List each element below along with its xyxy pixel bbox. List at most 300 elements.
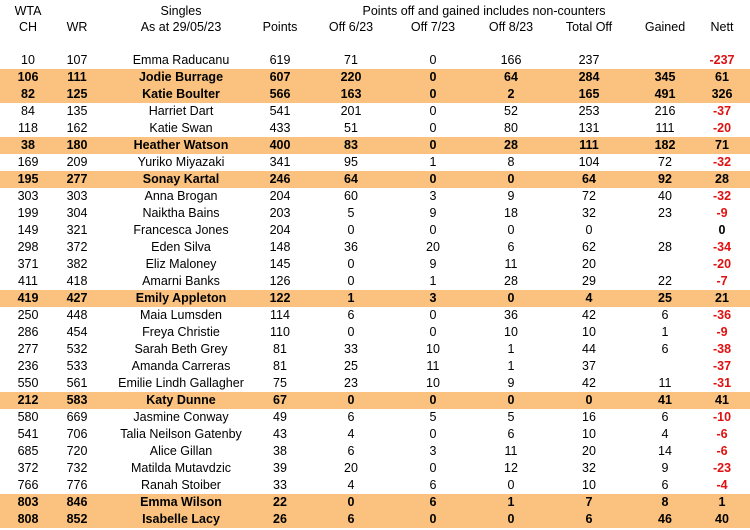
- cell-points: 39: [273, 461, 287, 475]
- cell-ch: 277: [17, 342, 39, 356]
- cell-off7: 0: [429, 461, 437, 475]
- cell-off6: 6: [347, 308, 355, 322]
- table-row: [0, 290, 750, 307]
- cell-gained: 6: [661, 342, 669, 356]
- cell-wr: 427: [66, 291, 88, 305]
- cell-name: Matilda Mutavdzic: [130, 461, 232, 475]
- cell-nett: 61: [715, 70, 729, 84]
- cell-name: Naiktha Bains: [142, 206, 220, 220]
- cell-name: Katie Boulter: [142, 87, 220, 101]
- cell-points: 148: [269, 240, 291, 254]
- cell-points: 566: [269, 87, 291, 101]
- cell-off7: 0: [429, 512, 437, 526]
- table-row: [0, 256, 750, 273]
- cell-gained: 6: [661, 308, 669, 322]
- cell-gained: 92: [658, 172, 672, 186]
- table-row: [0, 52, 750, 69]
- table-row: [0, 494, 750, 511]
- table-row: [0, 120, 750, 137]
- cell-total: 29: [582, 274, 596, 288]
- cell-off8: 28: [504, 138, 518, 152]
- cell-off8: 64: [504, 70, 518, 84]
- cell-off8: 80: [504, 121, 518, 135]
- cell-name: Alice Gillan: [149, 444, 213, 458]
- cell-nett: -6: [716, 427, 728, 441]
- table-row: [0, 443, 750, 460]
- cell-off7: 0: [429, 121, 437, 135]
- cell-ch: 82: [21, 87, 35, 101]
- cell-off8: 6: [507, 240, 515, 254]
- cell-off7: 0: [429, 87, 437, 101]
- cell-off8: 52: [504, 104, 518, 118]
- cell-total: 32: [582, 206, 596, 220]
- cell-gained: 8: [661, 495, 669, 509]
- cell-total: 62: [582, 240, 596, 254]
- cell-off7: 0: [429, 427, 437, 441]
- cell-off8: 1: [507, 359, 515, 373]
- cell-total: 16: [582, 410, 596, 424]
- cell-ch: 38: [21, 138, 35, 152]
- cell-off6: 20: [344, 461, 358, 475]
- cell-wr: 706: [66, 427, 88, 441]
- table-row: [0, 511, 750, 528]
- cell-ch: 803: [17, 495, 39, 509]
- cell-name: Ranah Stoiber: [141, 478, 221, 492]
- table-header: [0, 0, 750, 52]
- cell-nett: -7: [716, 274, 728, 288]
- cell-nett: 40: [715, 512, 729, 526]
- cell-off6: 0: [347, 257, 355, 271]
- cell-off8: 12: [504, 461, 518, 475]
- cell-name: Emily Appleton: [135, 291, 227, 305]
- table-row: [0, 154, 750, 171]
- cell-off7: 0: [429, 53, 437, 67]
- cell-name: Yuriko Miyazaki: [137, 155, 225, 169]
- cell-off7: 10: [426, 342, 440, 356]
- cell-name: Jasmine Conway: [133, 410, 229, 424]
- cell-total: 42: [582, 308, 596, 322]
- cell-ch: 411: [18, 274, 38, 288]
- cell-points: 122: [269, 291, 291, 305]
- cell-gained: [635, 222, 695, 239]
- cell-off7: 20: [426, 240, 440, 254]
- cell-points: 607: [269, 70, 291, 84]
- header-points: Points: [262, 20, 298, 34]
- header-off-7: Off 7/23: [410, 20, 456, 34]
- cell-total: 10: [582, 325, 596, 339]
- cell-off7: 0: [429, 325, 437, 339]
- cell-points: 400: [269, 138, 291, 152]
- cell-wr: 277: [66, 172, 88, 186]
- cell-total: 20: [582, 444, 596, 458]
- cell-ch: 199: [17, 206, 39, 220]
- cell-nett: -32: [712, 189, 732, 203]
- cell-name: Freya Christie: [142, 325, 220, 339]
- cell-wr: 852: [66, 512, 88, 526]
- cell-points: 110: [270, 325, 290, 339]
- cell-gained: 491: [654, 87, 676, 101]
- cell-ch: 298: [17, 240, 39, 254]
- cell-points: 49: [273, 410, 287, 424]
- cell-nett: -31: [712, 376, 732, 390]
- cell-off6: 0: [347, 393, 355, 407]
- cell-points: 204: [269, 223, 291, 237]
- cell-nett: 71: [715, 138, 729, 152]
- cell-gained: 4: [661, 427, 669, 441]
- cell-off7: 0: [429, 308, 437, 322]
- cell-gained: 9: [661, 461, 669, 475]
- cell-off8: 166: [500, 53, 522, 67]
- cell-wr: 533: [66, 359, 88, 373]
- cell-points: 204: [269, 189, 291, 203]
- cell-gained: 216: [654, 104, 676, 118]
- cell-total: 165: [578, 87, 600, 101]
- table-row: [0, 171, 750, 188]
- cell-ch: 118: [18, 121, 38, 135]
- cell-off6: 0: [347, 274, 355, 288]
- cell-off6: 220: [340, 70, 362, 84]
- cell-points: 126: [269, 274, 291, 288]
- cell-points: 246: [269, 172, 291, 186]
- cell-points: 341: [269, 155, 291, 169]
- cell-points: 67: [273, 393, 287, 407]
- cell-off8: 1: [507, 495, 515, 509]
- cell-off6: 23: [344, 376, 358, 390]
- cell-off7: 10: [426, 376, 440, 390]
- cell-gained: 6: [661, 478, 669, 492]
- cell-points: 541: [269, 104, 291, 118]
- table-row: [0, 375, 750, 392]
- cell-name: Katy Dunne: [146, 393, 216, 407]
- cell-wr: 125: [66, 87, 88, 101]
- cell-points: 114: [270, 308, 290, 322]
- cell-off8: 36: [504, 308, 518, 322]
- cell-name: Eden Silva: [151, 240, 211, 254]
- cell-off6: 0: [347, 325, 355, 339]
- table-row: [0, 477, 750, 494]
- table-row: [0, 392, 750, 409]
- cell-name: Amanda Carreras: [131, 359, 231, 373]
- cell-nett: 28: [715, 172, 729, 186]
- cell-ch: 236: [17, 359, 39, 373]
- cell-off6: 4: [347, 427, 355, 441]
- table-row: [0, 324, 750, 341]
- cell-wr: 669: [66, 410, 88, 424]
- table-body: [0, 52, 750, 528]
- cell-nett: 1: [718, 495, 726, 509]
- cell-wr: 180: [66, 138, 88, 152]
- cell-off8: 0: [507, 172, 515, 186]
- cell-off8: 9: [507, 189, 515, 203]
- cell-total: 111: [579, 138, 599, 152]
- table-row: [0, 460, 750, 477]
- cell-ch: 195: [17, 172, 39, 186]
- cell-points: 433: [269, 121, 291, 135]
- cell-name: Harriet Dart: [148, 104, 214, 118]
- cell-total: 44: [582, 342, 596, 356]
- cell-off6: 36: [344, 240, 358, 254]
- cell-ch: 372: [17, 461, 39, 475]
- cell-off6: 6: [347, 512, 355, 526]
- cell-gained: 72: [658, 155, 672, 169]
- cell-points: 203: [269, 206, 291, 220]
- cell-nett: -4: [716, 478, 728, 492]
- cell-ch: 169: [17, 155, 39, 169]
- cell-off8: 11: [504, 444, 518, 458]
- cell-gained: 6: [661, 410, 669, 424]
- table-row: [0, 341, 750, 358]
- cell-wr: 209: [66, 155, 88, 169]
- cell-total: 20: [582, 257, 596, 271]
- cell-ch: 766: [17, 478, 39, 492]
- cell-nett: 0: [718, 223, 726, 237]
- table-row: [0, 307, 750, 324]
- cell-off6: 6: [347, 444, 355, 458]
- cell-points: 22: [273, 495, 287, 509]
- cell-wr: 111: [67, 70, 87, 84]
- table-row: [0, 222, 750, 239]
- table-row: [0, 137, 750, 154]
- cell-total: 131: [578, 121, 600, 135]
- table-row: [0, 86, 750, 103]
- cell-off8: 11: [504, 257, 518, 271]
- cell-nett: -9: [716, 325, 728, 339]
- cell-wr: 135: [66, 104, 88, 118]
- cell-off7: 5: [429, 410, 437, 424]
- cell-ch: 10: [21, 53, 35, 67]
- cell-off6: 33: [344, 342, 358, 356]
- cell-total: 253: [578, 104, 600, 118]
- cell-name: Maia Lumsden: [140, 308, 222, 322]
- cell-off6: 83: [344, 138, 358, 152]
- cell-off6: 60: [344, 189, 358, 203]
- cell-name: Emma Wilson: [140, 495, 222, 509]
- cell-name: Francesca Jones: [133, 223, 229, 237]
- header-note: Points off and gained includes non-counters: [362, 4, 606, 18]
- header-wta: WTA: [14, 4, 42, 18]
- cell-wr: 304: [66, 206, 88, 220]
- cell-off8: 5: [507, 410, 515, 424]
- cell-off7: 6: [429, 478, 437, 492]
- cell-wr: 720: [66, 444, 88, 458]
- cell-ch: 212: [17, 393, 39, 407]
- cell-ch: 106: [17, 70, 39, 84]
- cell-wr: 448: [66, 308, 88, 322]
- cell-gained: [635, 358, 695, 375]
- header-nett: Nett: [710, 20, 734, 34]
- cell-nett: -34: [712, 240, 732, 254]
- cell-wr: 162: [66, 121, 88, 135]
- cell-off8: 0: [507, 223, 515, 237]
- cell-off7: 0: [429, 223, 437, 237]
- cell-ch: 250: [17, 308, 39, 322]
- cell-name: Katie Swan: [149, 121, 213, 135]
- cell-off7: 0: [429, 172, 437, 186]
- cell-off7: 3: [429, 189, 437, 203]
- cell-name: Sonay Kartal: [142, 172, 220, 186]
- cell-off8: 0: [507, 478, 515, 492]
- cell-ch: 580: [17, 410, 39, 424]
- cell-off8: 0: [507, 393, 515, 407]
- cell-off7: 9: [429, 206, 437, 220]
- cell-gained: 1: [661, 325, 669, 339]
- cell-wr: 303: [66, 189, 88, 203]
- cell-ch: 149: [17, 223, 39, 237]
- cell-off8: 0: [507, 291, 515, 305]
- cell-off8: 28: [504, 274, 518, 288]
- cell-total: 7: [585, 495, 593, 509]
- cell-total: 64: [582, 172, 596, 186]
- cell-off6: 25: [344, 359, 358, 373]
- cell-wr: 418: [66, 274, 88, 288]
- cell-total: 237: [578, 53, 600, 67]
- cell-total: 0: [585, 393, 593, 407]
- cell-off6: 51: [344, 121, 358, 135]
- cell-gained: 14: [658, 444, 672, 458]
- cell-off8: 18: [504, 206, 518, 220]
- cell-points: 26: [273, 512, 287, 526]
- cell-off8: 8: [507, 155, 515, 169]
- cell-wr: 846: [66, 495, 88, 509]
- cell-gained: 41: [658, 393, 672, 407]
- cell-points: 38: [273, 444, 287, 458]
- header-gained: Gained: [644, 20, 686, 34]
- cell-off7: 0: [429, 70, 437, 84]
- cell-nett: -9: [716, 206, 728, 220]
- cell-nett: 326: [711, 87, 733, 101]
- cell-nett: -20: [712, 121, 732, 135]
- cell-off7: 9: [429, 257, 437, 271]
- cell-nett: -37: [712, 104, 732, 118]
- cell-nett: 41: [715, 393, 729, 407]
- cell-ch: 286: [17, 325, 39, 339]
- cell-off7: 0: [429, 138, 437, 152]
- cell-gained: 111: [655, 121, 675, 135]
- cell-points: 81: [273, 359, 287, 373]
- cell-off7: 1: [429, 155, 437, 169]
- cell-gained: 345: [654, 70, 676, 84]
- table-row: [0, 205, 750, 222]
- cell-off6: 163: [340, 87, 362, 101]
- cell-off7: 0: [429, 393, 437, 407]
- cell-off6: 95: [344, 155, 358, 169]
- cell-nett: -6: [716, 444, 728, 458]
- cell-off8: 0: [507, 512, 515, 526]
- cell-off7: 3: [429, 291, 437, 305]
- cell-name: Jodie Burrage: [138, 70, 224, 84]
- cell-name: Eliz Maloney: [145, 257, 217, 271]
- cell-nett: 21: [715, 291, 729, 305]
- cell-points: 75: [273, 376, 287, 390]
- table-row: [0, 273, 750, 290]
- cell-total: 72: [582, 189, 596, 203]
- cell-wr: 107: [66, 53, 88, 67]
- cell-off6: 6: [347, 410, 355, 424]
- cell-total: 284: [578, 70, 600, 84]
- cell-points: 43: [273, 427, 287, 441]
- cell-nett: -32: [712, 155, 732, 169]
- cell-total: 10: [582, 427, 596, 441]
- header-total-off: Total Off: [565, 20, 613, 34]
- cell-total: 0: [585, 223, 593, 237]
- table-row: [0, 239, 750, 256]
- cell-ch: 541: [17, 427, 39, 441]
- cell-gained: 25: [658, 291, 672, 305]
- cell-off6: 0: [347, 495, 355, 509]
- cell-wr: 321: [66, 223, 88, 237]
- cell-off7: 6: [429, 495, 437, 509]
- cell-name: Isabelle Lacy: [142, 512, 220, 526]
- cell-ch: 685: [17, 444, 39, 458]
- cell-nett: -20: [712, 257, 732, 271]
- header-as-at: As at 29/05/23: [140, 20, 222, 34]
- cell-ch: 303: [17, 189, 39, 203]
- cell-total: 37: [582, 359, 596, 373]
- header-singles: Singles: [160, 4, 202, 18]
- cell-name: Heather Watson: [133, 138, 229, 152]
- cell-gained: [635, 256, 695, 273]
- table-row: [0, 69, 750, 86]
- cell-gained: [635, 52, 695, 69]
- cell-gained: 22: [658, 274, 672, 288]
- cell-gained: 28: [658, 240, 672, 254]
- cell-gained: 182: [654, 138, 676, 152]
- cell-gained: 11: [658, 376, 672, 390]
- cell-total: 4: [585, 291, 593, 305]
- cell-ch: 419: [17, 291, 39, 305]
- cell-nett: -237: [709, 53, 735, 67]
- cell-name: Talia Neilson Gatenby: [120, 427, 242, 441]
- cell-total: 6: [585, 512, 593, 526]
- cell-name: Anna Brogan: [144, 189, 218, 203]
- cell-total: 42: [582, 376, 596, 390]
- header-wr: WR: [66, 20, 88, 34]
- table-row: [0, 188, 750, 205]
- cell-gained: 40: [658, 189, 672, 203]
- cell-name: Emilie Lindh Gallagher: [118, 376, 244, 390]
- cell-off6: 1: [347, 291, 355, 305]
- cell-points: 619: [269, 53, 291, 67]
- cell-ch: 84: [21, 104, 35, 118]
- table-row: [0, 103, 750, 120]
- cell-nett: -37: [712, 359, 732, 373]
- cell-wr: 454: [66, 325, 88, 339]
- cell-off7: 0: [429, 104, 437, 118]
- cell-ch: 808: [17, 512, 39, 526]
- cell-wr: 583: [66, 393, 88, 407]
- cell-wr: 382: [66, 257, 88, 271]
- cell-wr: 732: [66, 461, 88, 475]
- cell-wr: 532: [66, 342, 88, 356]
- cell-off6: 64: [344, 172, 358, 186]
- cell-wr: 372: [66, 240, 88, 254]
- table-row: [0, 358, 750, 375]
- cell-wr: 561: [66, 376, 88, 390]
- header-ch: CH: [18, 20, 38, 34]
- cell-off6: 5: [347, 206, 355, 220]
- cell-gained: 46: [658, 512, 672, 526]
- cell-gained: 23: [658, 206, 672, 220]
- cell-wr: 776: [66, 478, 88, 492]
- cell-ch: 550: [17, 376, 39, 390]
- cell-off7: 3: [429, 444, 437, 458]
- cell-ch: 371: [17, 257, 39, 271]
- cell-off8: 10: [504, 325, 518, 339]
- cell-total: 104: [578, 155, 600, 169]
- table-row: [0, 409, 750, 426]
- cell-points: 145: [269, 257, 291, 271]
- cell-total: 32: [582, 461, 596, 475]
